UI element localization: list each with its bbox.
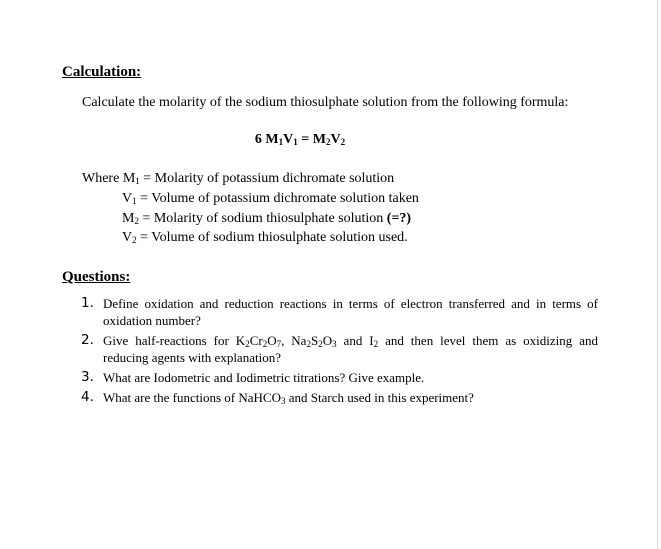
question-item bbox=[78, 295, 598, 329]
questions-heading: Questions: bbox=[62, 269, 131, 285]
question-number: 2. bbox=[81, 332, 94, 348]
question-number: 1. bbox=[81, 295, 94, 311]
formula-equals: = bbox=[297, 132, 313, 147]
page-edge-divider bbox=[657, 0, 658, 549]
formula-m2: M bbox=[312, 132, 326, 147]
question-number: 4. bbox=[81, 389, 94, 405]
question-item bbox=[78, 332, 598, 366]
formula-v2: V bbox=[330, 132, 341, 147]
calculation-heading: Calculation: bbox=[62, 64, 142, 80]
definition-v2: $V_2$ = Volume of sodium thiosulphate solution used. bbox=[122, 230, 408, 245]
definition-m2: $M_2$ = Molarity of sodium thiosulphate solution (=?) bbox=[122, 211, 412, 226]
unknown-marker: (=?) bbox=[386, 211, 412, 226]
formula-coefficient: 6 bbox=[254, 132, 266, 147]
definition-v1: $V_1$ = Volume of potassium dichromate solution taken bbox=[122, 191, 419, 206]
question-text: What are Iodometric and Iodimetric titrations? Give example. bbox=[103, 370, 425, 385]
molarity-formula: 6 $M_1V_1 = M_2V_2$ bbox=[254, 132, 346, 147]
questions-list bbox=[78, 295, 598, 409]
formula-m1: M bbox=[265, 132, 279, 147]
question-number: 3. bbox=[81, 369, 94, 385]
definition-m1: Where $M_1$ = Molarity of potassium dichromate solution bbox=[82, 171, 395, 186]
question-item bbox=[78, 369, 598, 386]
formula-v1: V bbox=[283, 132, 294, 147]
question-text: What are the functions of NaHCO$_3$ and Starch used in this experiment? bbox=[103, 390, 474, 406]
question-text: Give half-reactions for $K_2Cr_2O_7$, $Na_2S_2O_3$ and $I_2$ and then level them as oxidizing and reducing agents with explanation? bbox=[103, 333, 598, 365]
question-text: Define oxidation and reduction reactions in terms of electron transferred and in terms of oxidation number? bbox=[103, 296, 598, 328]
where-label: Where bbox=[82, 171, 123, 186]
question-item bbox=[78, 389, 598, 406]
calculation-intro: Calculate the molarity of the sodium thiosulphate solution from the following formula: bbox=[82, 95, 569, 110]
